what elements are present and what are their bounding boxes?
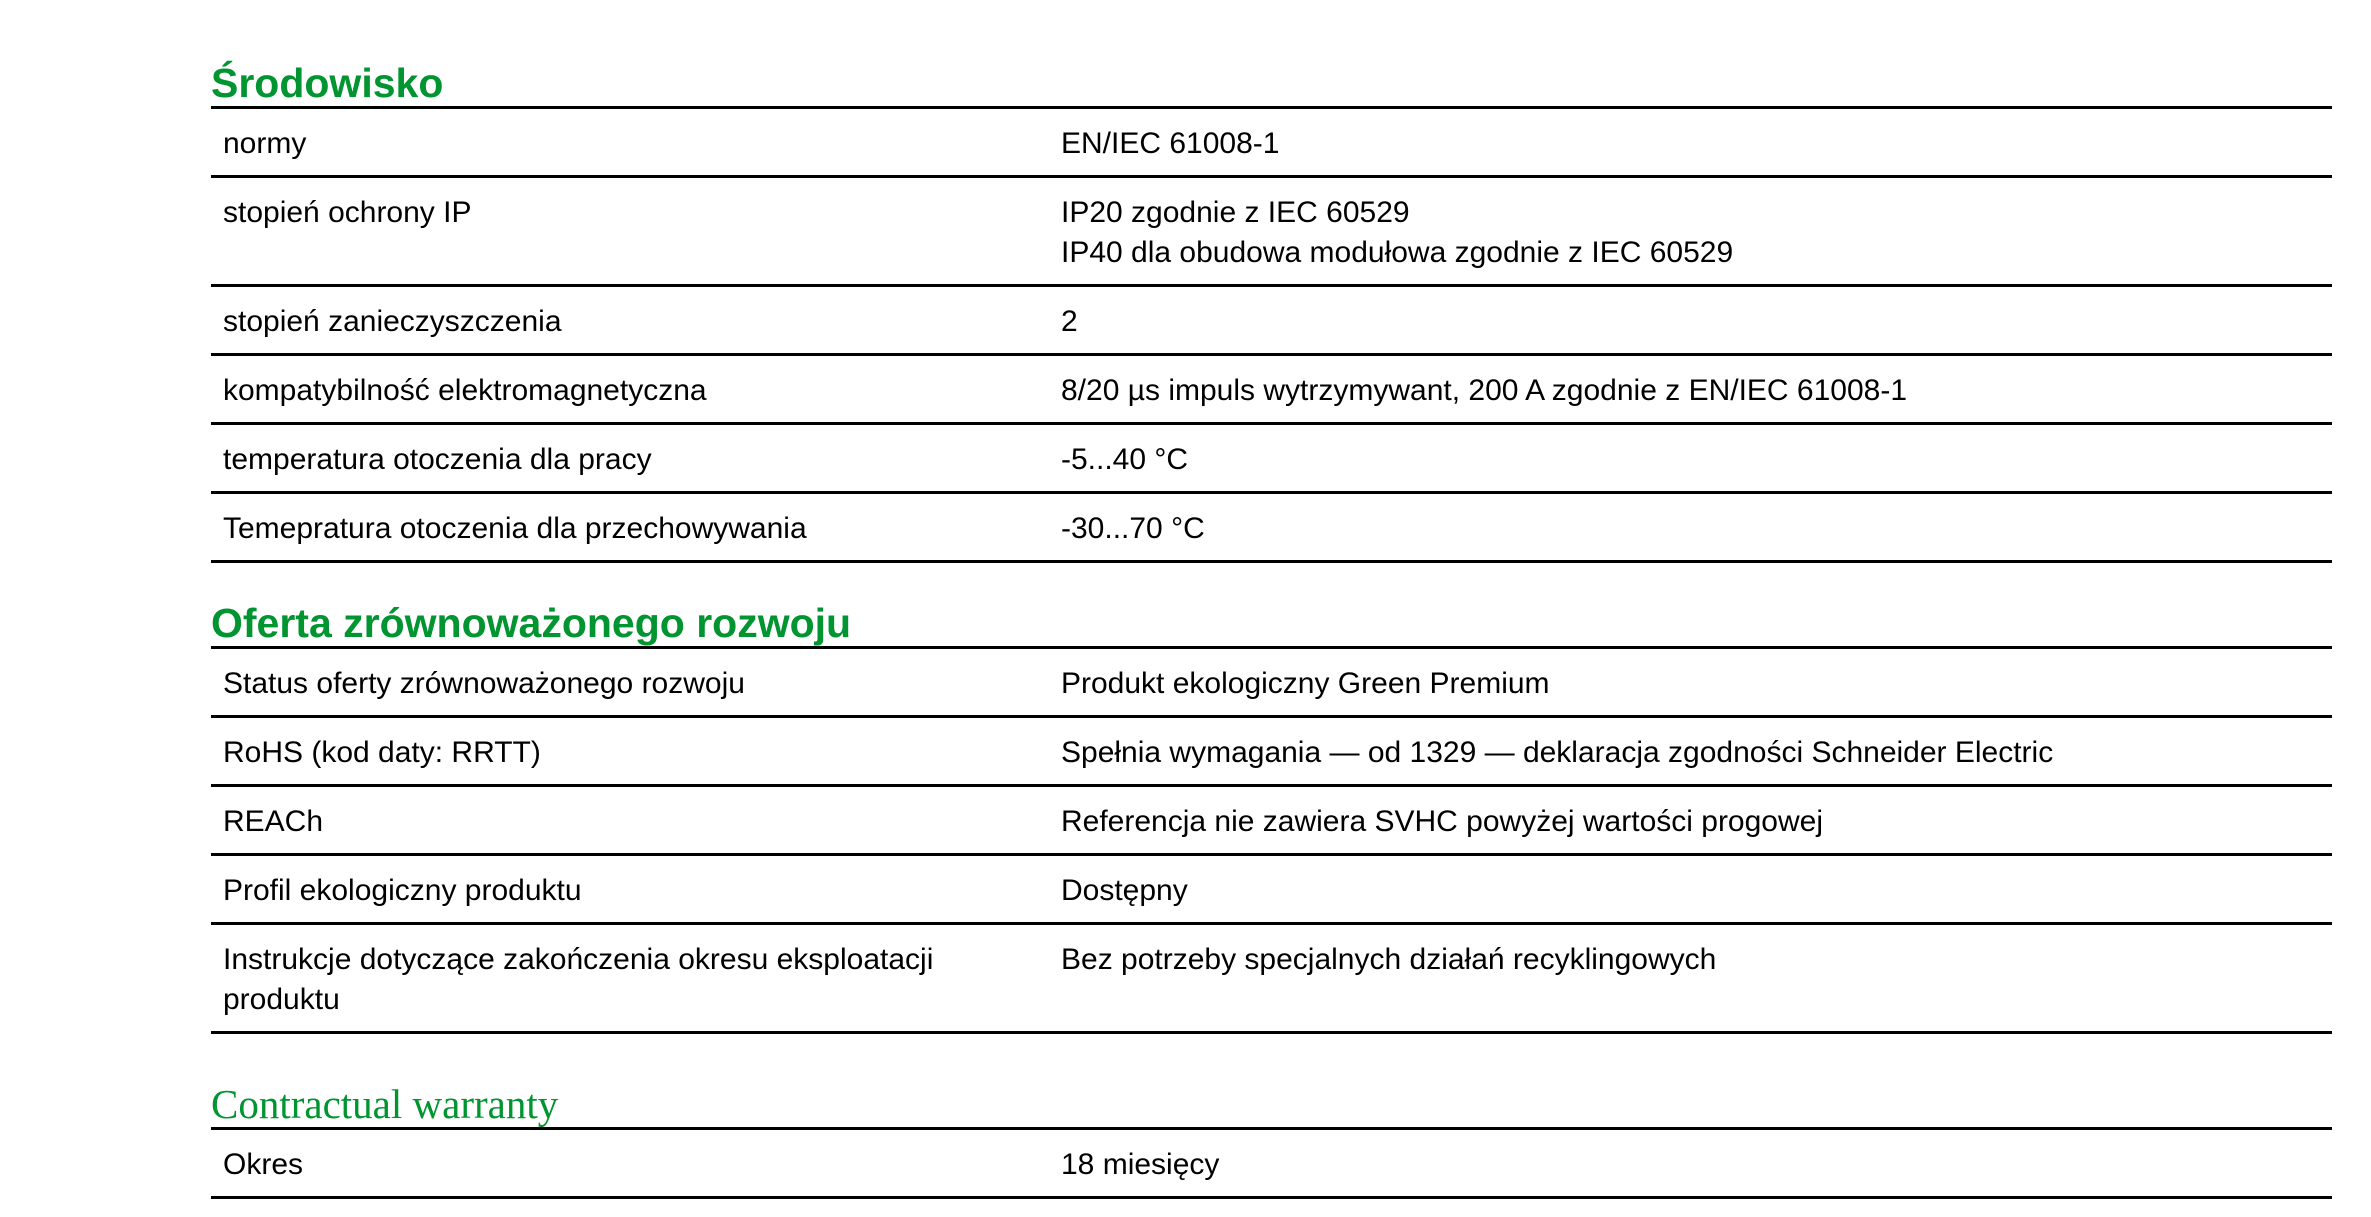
table-row [211,786,2332,855]
row-value-line: EN/IEC 61008-1 [1061,127,1280,160]
row-value-line: Spełnia wymagania — od 1329 — deklaracja zgodności Schneider Electric [1061,736,2054,769]
row-label: RoHS (kod daty: RRTT) [211,717,1049,786]
row-value-line: Dostępny [1061,874,1188,907]
table-row [211,924,2332,1033]
row-label: temperatura otoczenia dla pracy [211,424,1049,493]
row-value [1049,424,2332,493]
row-label: kompatybilność elektromagnetyczna [211,355,1049,424]
row-label: stopień zanieczyszczenia [211,286,1049,355]
section-title-environment: Środowisko [211,60,444,106]
row-value [1049,717,2332,786]
row-label: stopień ochrony IP [211,177,1049,286]
spec-table-sustainability [211,646,2332,1034]
table-row [211,286,2332,355]
row-value-line: IP40 dla obudowa modułowa zgodnie z IEC 60529 [1061,236,1734,269]
table-row [211,355,2332,424]
row-value-line: 8/20 µs impuls wytrzymywant, 200 A zgodnie z EN/IEC 61008-1 [1061,374,1908,407]
row-value-line: -5...40 °C [1061,443,1189,476]
row-value [1049,355,2332,424]
row-value-line: Bez potrzeby specjalnych działań recyklingowych [1061,943,1717,976]
row-label: Status oferty zrównoważonego rozwoju [211,648,1049,717]
row-value-line: Produkt ekologiczny Green Premium [1061,667,1550,700]
row-value-line: -30...70 °C [1061,512,1205,545]
section-title-warranty: Contractual warranty [211,1081,559,1127]
section-warranty [211,1081,2332,1199]
table-row [211,424,2332,493]
row-value [1049,648,2332,717]
row-value [1049,177,2332,286]
table-row [211,717,2332,786]
row-value-line: Referencja nie zawiera SVHC powyżej wartości progowej [1061,805,1823,838]
table-row [211,855,2332,924]
table-row [211,648,2332,717]
row-label: Temepratura otoczenia dla przechowywania [211,493,1049,562]
row-value [1049,1129,2332,1198]
row-label: Profil ekologiczny produktu [211,855,1049,924]
row-value [1049,786,2332,855]
row-value-line: 2 [1061,305,1078,338]
spec-table-warranty [211,1127,2332,1199]
row-value [1049,855,2332,924]
row-value-line: 18 miesięcy [1061,1148,1220,1181]
row-value [1049,286,2332,355]
row-value [1049,493,2332,562]
row-label-line: Instrukcje dotyczące zakończenia okresu eksploatacji [223,943,934,976]
table-row [211,177,2332,286]
row-label [211,924,1049,1033]
table-row [211,493,2332,562]
row-label: REACh [211,786,1049,855]
row-label: Okres [211,1129,1049,1198]
section-title-sustainability: Oferta zrównoważonego rozwoju [211,600,852,646]
row-value-line: IP20 zgodnie z IEC 60529 [1061,196,1410,229]
section-sustainability [211,600,2332,1034]
table-row [211,108,2332,177]
row-label-line: produktu [223,983,340,1016]
spec-table-environment [211,106,2332,563]
row-value [1049,108,2332,177]
row-value [1049,924,2332,1033]
section-environment [211,60,2332,563]
row-label: normy [211,108,1049,177]
table-row [211,1129,2332,1198]
